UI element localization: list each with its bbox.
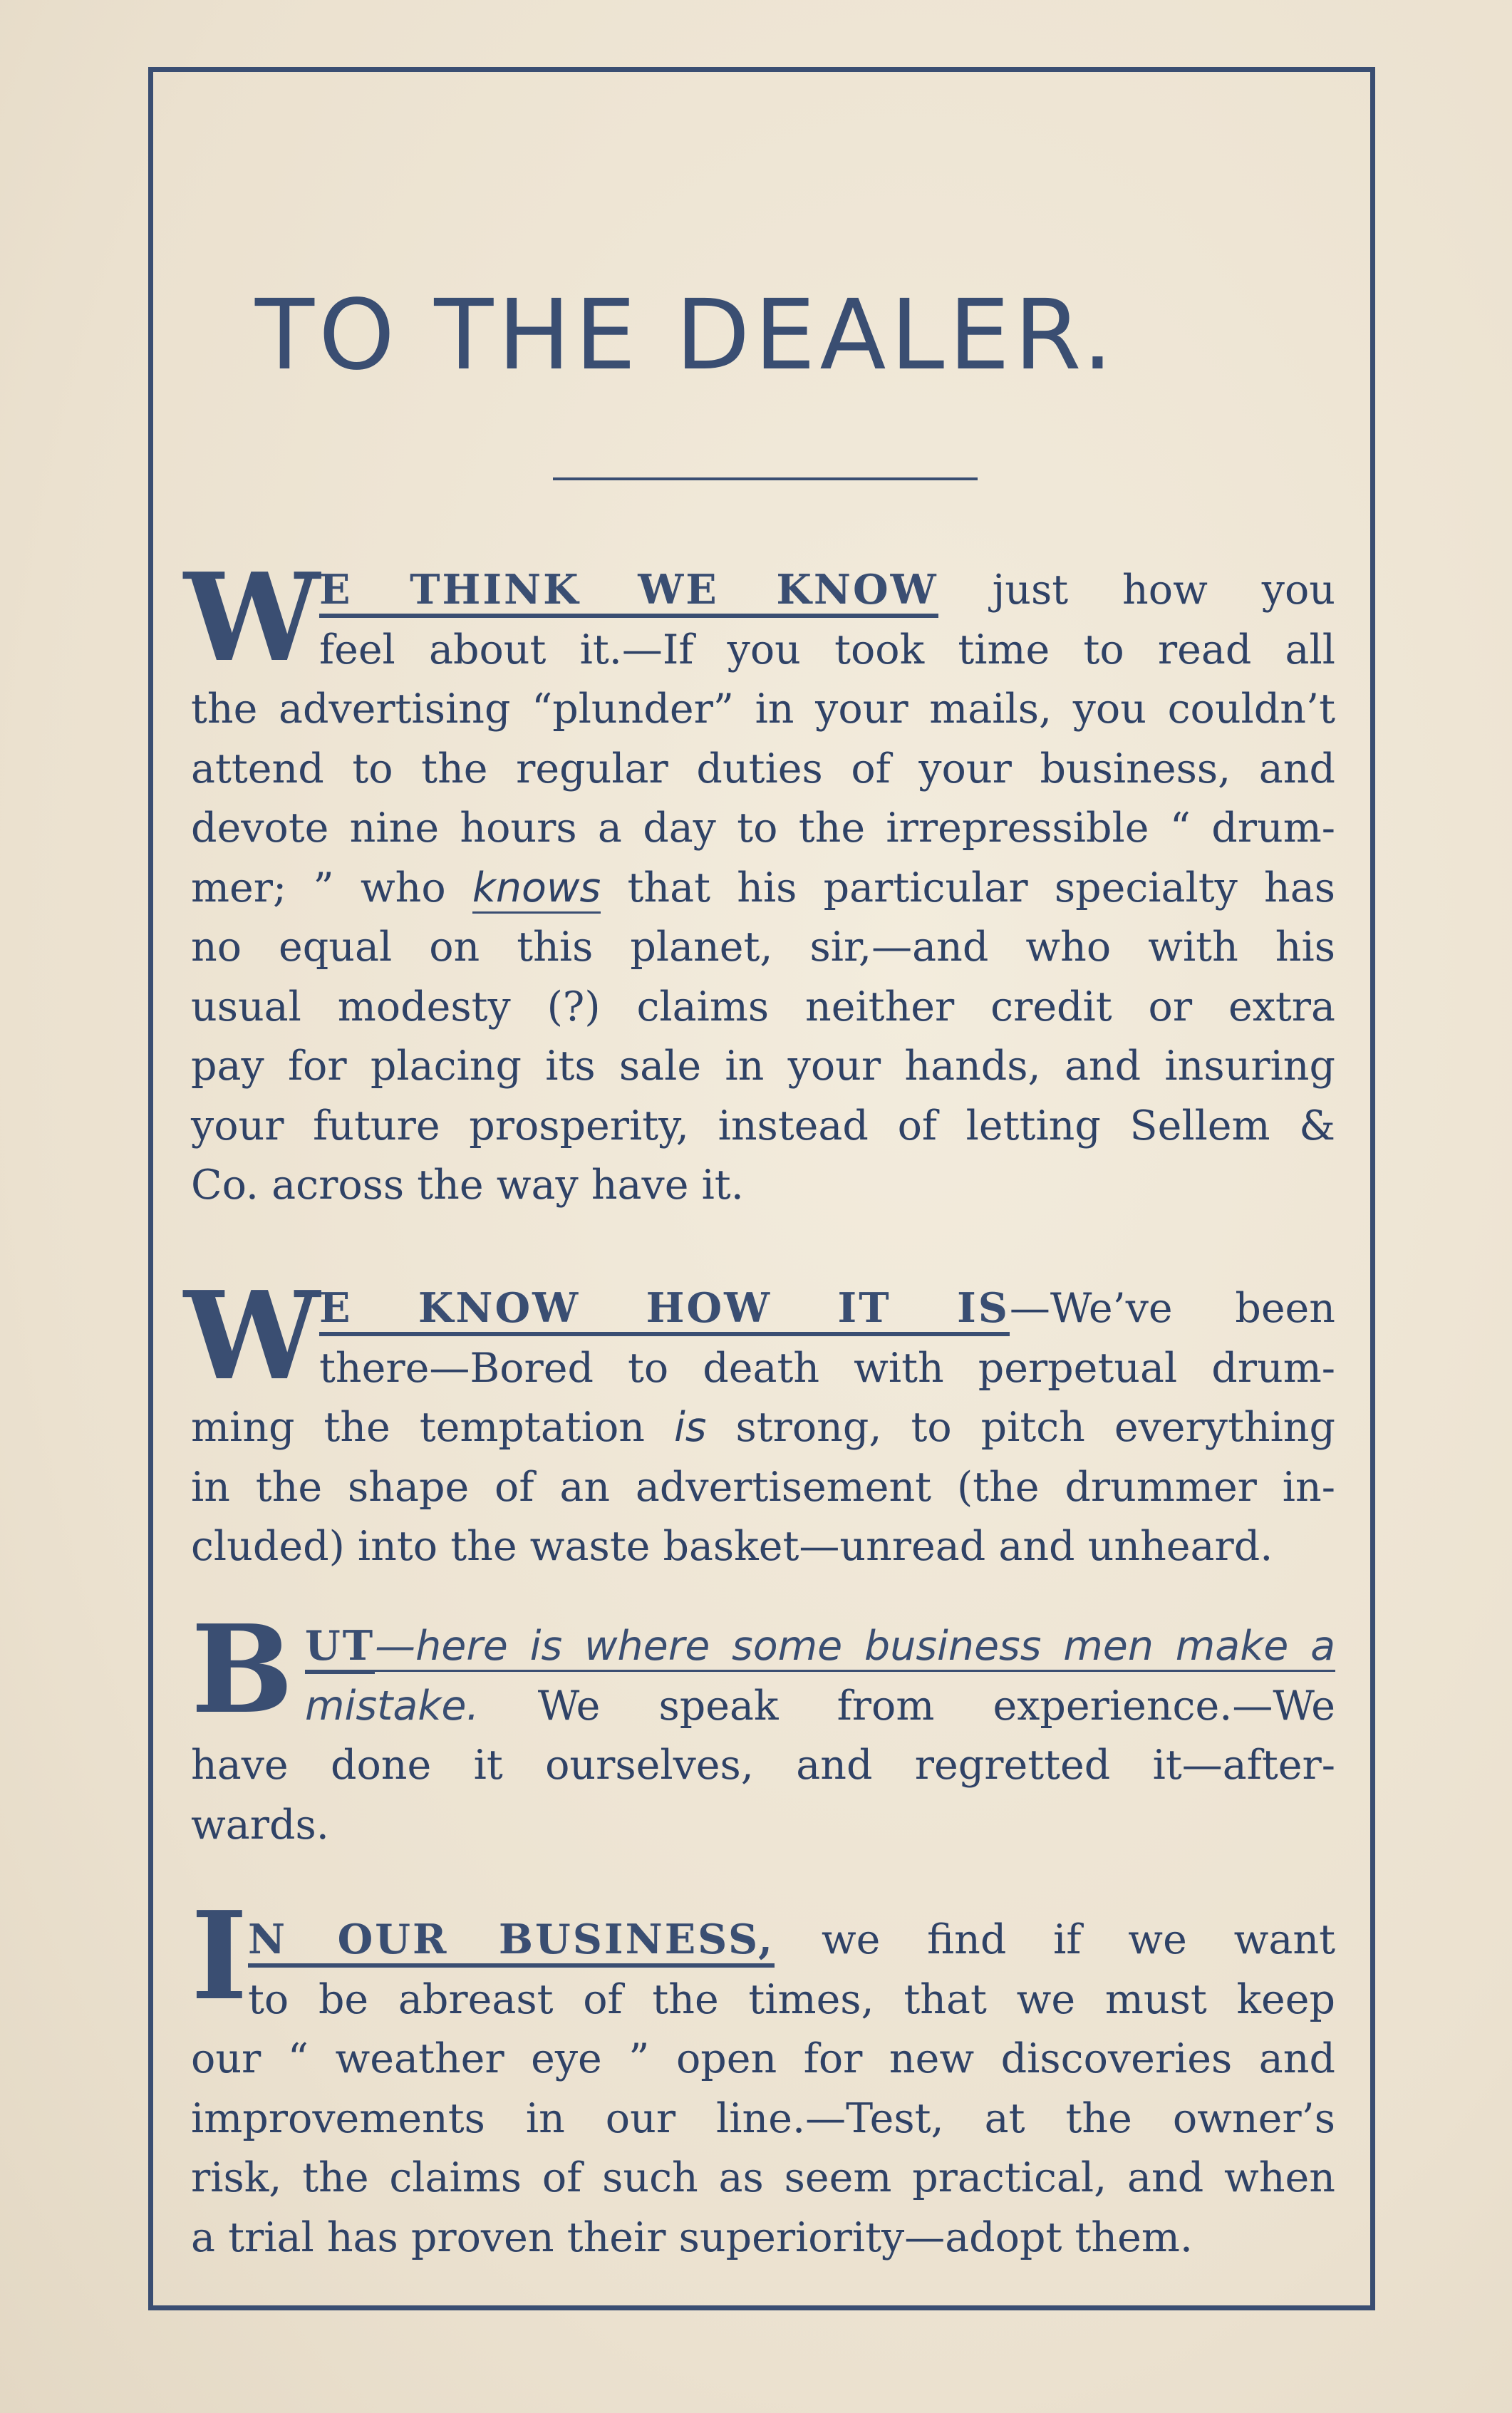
- paragraph-line: our “ weather eye ” open for new discoveries and: [191, 2035, 1335, 2082]
- paragraph-line: to be abreast of the times, that we must keep: [248, 1975, 1335, 2023]
- emphasis: is: [673, 1404, 707, 1451]
- paragraph-line: mistake. We speak from experience.—We: [305, 1682, 1335, 1730]
- paragraph-line: the advertising “plunder” in your mails, you couldn’t: [191, 686, 1335, 733]
- paragraph-1: [191, 560, 1335, 1216]
- paragraph-line: your future prosperity, instead of letting Sellem &: [191, 1102, 1335, 1149]
- paragraph-line: usual modesty (?) claims neither credit or extra: [191, 983, 1335, 1030]
- paragraph-line: risk, the claims of such as seem practical, and when: [191, 2154, 1335, 2201]
- paragraph-line: pay for placing its sale in your hands, and insuring: [191, 1043, 1335, 1090]
- paragraph-line: attend to the regular duties of your business, and: [191, 745, 1335, 792]
- dropcap-b: B: [191, 1598, 294, 1741]
- dropcap-w-1: W: [184, 547, 320, 689]
- paragraph-line: UT—here is where some business men make a: [191, 1616, 1335, 1677]
- page-title: TO THE DEALER.: [254, 279, 1118, 392]
- paragraph-3: [191, 1616, 1335, 1855]
- paragraph-line: a trial has proven their superiority—adopt them.: [191, 2213, 1193, 2261]
- paragraph-line: N OUR BUSINESS, we find if we want: [191, 1910, 1335, 1970]
- emphasis: knows: [472, 864, 601, 914]
- paragraph-line: no equal on this planet, sir,—and who with his: [191, 924, 1335, 971]
- dropcap-w-2: W: [184, 1265, 320, 1407]
- paragraph-4: [191, 1910, 1335, 2268]
- paragraph-line: have done it ourselves, and regretted it—after-: [191, 1742, 1335, 1789]
- paragraph-line: wards.: [191, 1801, 329, 1849]
- paragraph-line: Co. across the way have it.: [191, 1162, 744, 1209]
- title-divider: [553, 477, 978, 480]
- paragraph-line: E THINK WE KNOW just how you: [191, 560, 1335, 621]
- lead-in: E KNOW HOW IT IS: [319, 1284, 1010, 1336]
- paragraph-2: [191, 1278, 1335, 1577]
- lead-in: E THINK WE KNOW: [319, 566, 938, 618]
- paragraph-line: there—Bored to death with perpetual drum-: [319, 1344, 1335, 1392]
- paragraph-line: feel about it.—If you took time to read all: [319, 626, 1335, 673]
- paragraph-line: devote nine hours a day to the irrepressible “ drum-: [191, 805, 1335, 852]
- paragraph-line: ming the temptation is strong, to pitch everything: [191, 1404, 1335, 1451]
- dropcap-i: I: [191, 1885, 248, 2027]
- paragraph-line: E KNOW HOW IT IS—We’ve been: [191, 1278, 1335, 1339]
- paragraph-line: cluded) into the waste basket—unread and unheard.: [191, 1523, 1273, 1570]
- paragraph-line: in the shape of an advertisement (the drummer in-: [191, 1463, 1335, 1511]
- paragraph-line: improvements in our line.—Test, at the owner’s: [191, 2094, 1335, 2142]
- paragraph-line: mer; ” who knows that his particular specialty has: [191, 859, 1335, 919]
- lead-in: UT: [305, 1622, 375, 1674]
- lead-in: N OUR BUSINESS,: [248, 1916, 775, 1968]
